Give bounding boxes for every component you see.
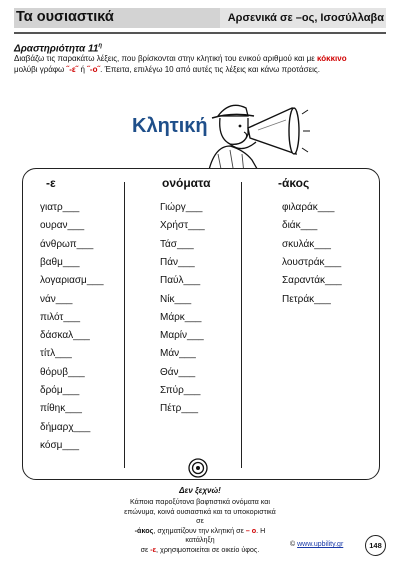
word-item: Θάν___: [160, 366, 196, 378]
word-item: γιατρ___: [40, 202, 80, 213]
page-number: 148: [365, 535, 386, 556]
tip-text: Κάποια παροξύτονα βαφτιστικά ονόματα και επώνυμα, κοινά ουσιαστικά και τα υποκοριστικά σε -άκος, σχηματίζουν την κλητική σε – ο. Η κατάληξη σε -ε, χρησιμοποιείται σε οικείο ύφος.: [124, 497, 276, 554]
word-item: βαθμ___: [40, 256, 80, 268]
word-item: λογαριασμ___: [40, 275, 104, 287]
word-item: δήμαρχ___: [40, 421, 91, 433]
banner-title: Κλητική: [132, 115, 208, 137]
word-item: Χρήστ___: [160, 220, 205, 232]
word-item: Νίκ___: [160, 293, 192, 305]
column-header-e: -ε: [46, 176, 56, 190]
word-item: πιλότ___: [40, 311, 81, 323]
megaphone-man-illustration: [200, 94, 310, 174]
word-item: ουραν___: [40, 220, 85, 232]
word-item: Πάν___: [160, 256, 195, 268]
word-item: κόσμ___: [40, 439, 80, 451]
column-divider-2: [241, 182, 242, 468]
instructions: Διαβάζω τις παρακάτω λέξεις, που βρίσκονται στην κλητική του ενικού αριθμού και με κόκκινο μολύβι γράφω ˝-ε˝ ή ˝-ο˝. Έπειτα, επιλέγω 10 από αυτές τις λέξεις και κάνω προτάσεις.: [14, 54, 347, 74]
word-item: νάν___: [40, 293, 73, 305]
word-item: θόρυβ___: [40, 366, 85, 378]
word-item: Μαρίν___: [160, 330, 204, 342]
header-title: Τα ουσιαστικά: [16, 9, 114, 25]
word-item: Τάσ___: [160, 238, 194, 250]
activity-title: Δραστηριότητα $11^\eta$: [14, 43, 103, 55]
word-item: Πετράκ___: [282, 293, 331, 305]
word-item: δρόμ___: [40, 385, 80, 396]
word-item: Σαραντάκ___: [282, 275, 342, 287]
header-divider: [14, 32, 386, 34]
column-header-akos: -άκος: [278, 176, 310, 190]
word-item: Μάρκ___: [160, 311, 202, 323]
word-item: διάκ___: [282, 220, 318, 232]
tip-title: Δεν ξεχνώ!: [179, 486, 221, 495]
word-item: τίτλ___: [40, 348, 72, 360]
word-item: Παύλ___: [160, 275, 201, 287]
header-subtitle: Αρσενικά σε –ος, Ισοσύλλαβα: [227, 12, 384, 24]
target-icon: [188, 458, 208, 478]
header-subtitle-box: [220, 8, 386, 28]
word-item: πίθηκ___: [40, 403, 82, 415]
word-item: δάσκαλ___: [40, 330, 90, 342]
exercise-panel: [22, 168, 380, 480]
word-item: λουστράκ___: [282, 256, 342, 268]
website-link[interactable]: www.upbility.gr: [297, 541, 344, 548]
footer-copyright: © www.upbility.gr: [290, 541, 344, 548]
word-item: Σπύρ___: [160, 385, 201, 396]
o-ending: ˝-ο˝: [87, 64, 101, 74]
word-item: Μάν___: [160, 348, 196, 360]
column-header-names: ονόματα: [162, 176, 211, 190]
header-title-box: [14, 8, 220, 28]
word-item: Πέτρ___: [160, 403, 199, 415]
word-item: φιλαράκ___: [282, 202, 335, 213]
column-divider-1: [124, 182, 125, 468]
page-header: [14, 8, 386, 30]
word-item: σκυλάκ___: [282, 238, 331, 250]
red-word: κόκκινο: [317, 54, 347, 63]
word-item: Γιώργ___: [160, 202, 203, 213]
e-ending: ˝-ε˝: [66, 64, 79, 74]
word-item: άνθρωπ___: [40, 238, 94, 250]
